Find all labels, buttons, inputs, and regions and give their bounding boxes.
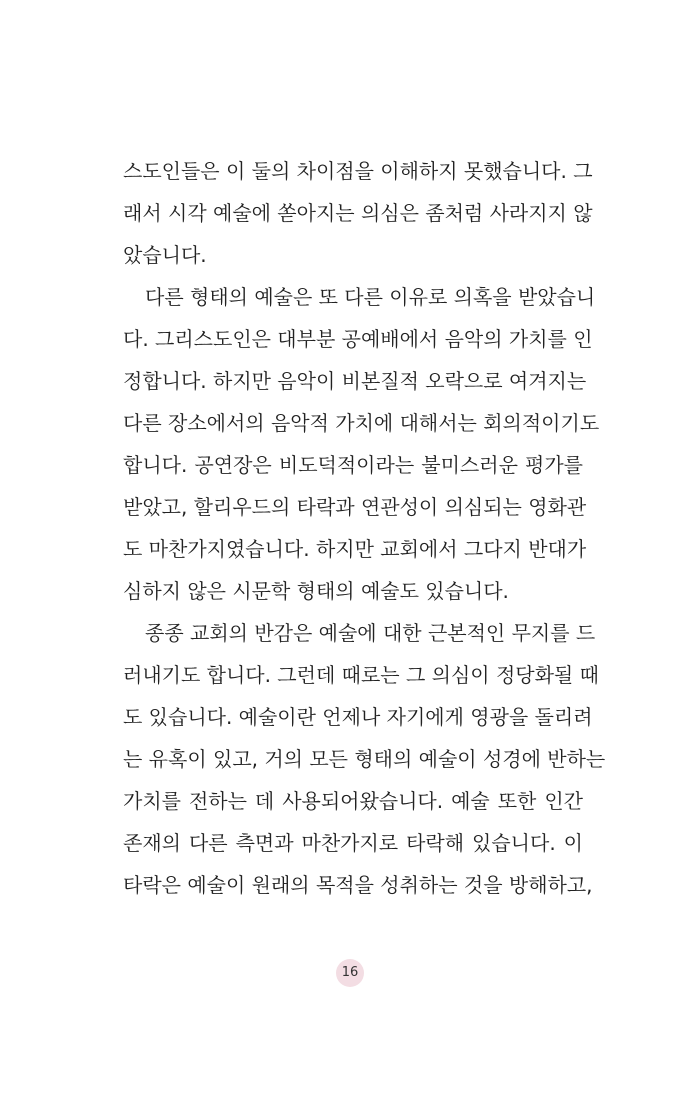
text-line: 받았고, 할리우드의 타락과 연관성이 의심되는 영화관: [123, 495, 587, 519]
page-number-badge: 16: [336, 959, 364, 987]
text-line: 스도인들은 이 둘의 차이점을 이해하지 못했습니다. 그: [123, 159, 593, 183]
text-line: 다른 장소에서의 음악적 가치에 대해서는 회의적이기도: [123, 411, 600, 435]
text-line: 도 있습니다. 예술이란 언제나 자기에게 영광을 돌리려: [123, 705, 593, 729]
text-line: 다른 형태의 예술은 또 다른 이유로 의혹을 받았습니: [145, 285, 596, 309]
text-line: 았습니다.: [123, 243, 207, 267]
text-line: 도 마찬가지였습니다. 하지만 교회에서 그다지 반대가: [123, 537, 587, 561]
text-line: 러내기도 합니다. 그런데 때로는 그 의심이 정당화될 때: [123, 663, 599, 687]
text-line: 정합니다. 하지만 음악이 비본질적 오락으로 여겨지는: [123, 369, 587, 393]
text-line: 래서 시각 예술에 쏟아지는 의심은 좀처럼 사라지지 않: [123, 201, 593, 225]
text-line: 는 유혹이 있고, 거의 모든 형태의 예술이 성경에 반하는: [123, 747, 606, 771]
text-line: 심하지 않은 시문학 형태의 예술도 있습니다.: [123, 579, 509, 603]
text-line: 타락은 예술이 원래의 목적을 성취하는 것을 방해하고,: [123, 873, 593, 897]
text-line: 가치를 전하는 데 사용되어왔습니다. 예술 또한 인간: [123, 789, 583, 813]
text-line: 존재의 다른 측면과 마찬가지로 타락해 있습니다. 이: [123, 831, 583, 855]
text-line: 종종 교회의 반감은 예술에 대한 근본적인 무지를 드: [145, 621, 596, 645]
body-text: [123, 150, 606, 906]
text-line: 다. 그리스도인은 대부분 공예배에서 음악의 가치를 인: [123, 327, 593, 351]
text-line: 합니다. 공연장은 비도덕적이라는 불미스러운 평가를: [123, 453, 583, 477]
